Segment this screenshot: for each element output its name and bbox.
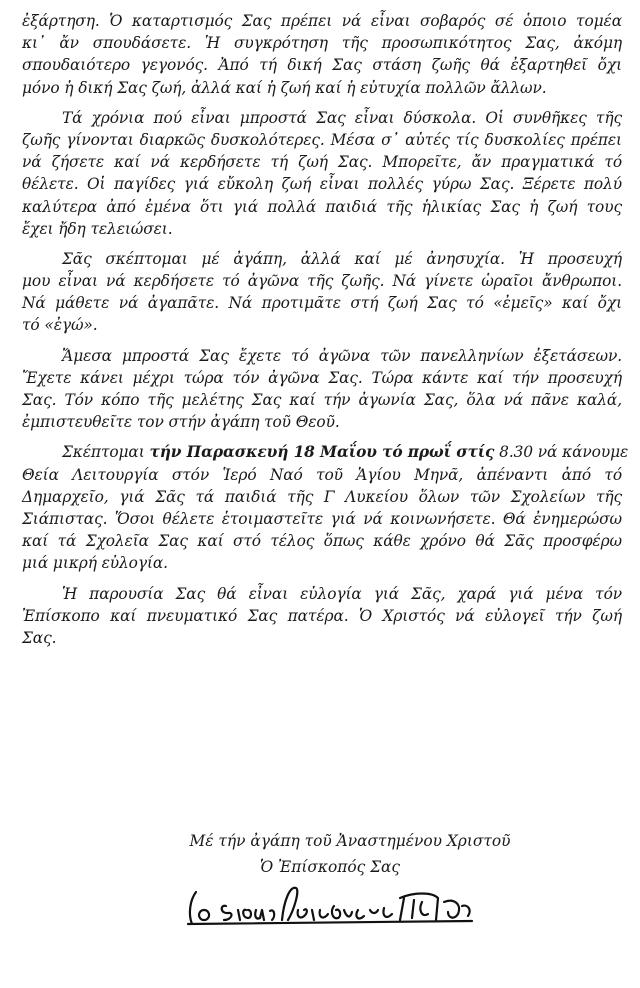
text-line: Σιάπιστας. Ὅσοι θέλετε ἑτοιμαστεῖτε γιά νά κοινωνήσετε. Θά ἐνημερώσω (22, 509, 622, 528)
text-span: 8.30 νά κάνουμε (494, 443, 629, 462)
paragraph (22, 107, 622, 240)
text-line: Ἡ παρουσία Σας θά εἶναι εὐλογία γιά Σᾶς, χαρά γιά μένα τόν (62, 584, 622, 603)
text-line: ἐμπιστευθεῖτε τον στήν ἀγάπη τοῦ Θεοῦ. (22, 413, 340, 432)
bold-date-text: τήν Παρασκευή 18 Μαΐου τό πρωΐ στίς (149, 443, 495, 462)
paragraph (22, 248, 622, 337)
text-line: καλύτερα ἀπό ἐμένα ὅτι γιά πολλά παιδιά τῆς ἡλικίας Σας ἡ ζωή τους (22, 197, 622, 216)
closing-salutation: Μέ τήν ἀγάπη τοῦ Ἀναστημένου Χριστοῦ (189, 832, 511, 850)
text-line: Θεία Λειτουργία στόν Ἱερό Ναό τοῦ Ἁγίου Μηνᾶ, ἀπέναντι ἀπό τό (22, 465, 622, 484)
text-span: Σκέπτομαι (62, 443, 150, 462)
paragraph (22, 583, 622, 650)
text-line: νά ζήσετε καί νά κερδήσετε τή ζωή Σας. Μπορεῖτε, ἄν πραγματικά τό (22, 153, 622, 172)
text-line: Ἄμεσα μπροστά Σας ἔχετε τό ἀγῶνα τῶν πανελληνίων ἐξετάσεων. (62, 346, 622, 365)
text-line: Ἐπίσκοπο καί πνευματικό Σας πατέρα. Ὁ Χριστός νά εὐλογεῖ τήν ζωή (22, 606, 622, 625)
paragraph (22, 10, 622, 99)
text-line: Σᾶς σκέπτομαι μέ ἀγάπη, ἀλλά καί μέ ἀνησυχία. Ἡ προσευχή (62, 249, 622, 268)
letter-body (22, 10, 629, 649)
text-line: μου εἶναι νά κερδήσετε τό ἀγῶνα τῆς ζωῆς. Νά γίνετε ὡραῖοι ἄνθρωποι. (22, 272, 622, 291)
text-line: τό «ἐγώ». (22, 316, 98, 335)
handwritten-signature (186, 880, 476, 936)
text-line: ζωῆς γίνονται διαρκῶς δυσκολότερες. Μέσα σ᾽ αὐτές τίς δυσκολίες πρέπει (22, 130, 622, 149)
text-line: Νά μάθετε νά ἀγαπᾶτε. Νά προτιμᾶτε στή ζωή Σας τό «ἐμεῖς» καί ὄχι (22, 294, 622, 313)
text-line: μόνο ἡ δική Σας ζωή, ἀλλά καί ἡ ζωή καί ἡ εὐτυχία πολλῶν ἄλλων. (22, 78, 547, 97)
closing-sender: Ὁ Ἐπίσκοπός Σας (259, 858, 401, 876)
text-line: Ἔχετε κάνει μέχρι τώρα τόν ἀγῶνα Σας. Τώρα κάντε καί τήν προσευχή (22, 368, 622, 387)
text-line: μιά μικρή εὐλογία. (22, 554, 168, 573)
text-line: κι᾽ ἄν σπουδάσετε. Ἡ συγκρότηση τῆς προσωπικότητος Σας, ἀκόμη (22, 34, 622, 53)
paragraph (22, 441, 629, 574)
text-line (22, 441, 629, 463)
text-line: Δημαρχεῖο, γιά Σᾶς τά παιδιά τῆς Γ Λυκείου ὅλων τῶν Σχολείων τῆς (22, 487, 622, 506)
text-line: σπουδαιότερο γεγονός. Ἀπό τή δική Σας στάση ζωῆς θά ἐξαρτηθεῖ ὄχι (22, 56, 622, 75)
text-line: Σας. (22, 628, 57, 647)
text-line: Τά χρόνια πού εἶναι μπροστά Σας εἶναι δύσκολα. Οἱ συνθῆκες τῆς (62, 108, 622, 127)
text-line: ἐξάρτηση. Ὁ καταρτισμός Σας πρέπει νά εἶναι σοβαρός σέ ὁποιο τομέα (22, 12, 622, 30)
text-line: ἔχει ἤδη τελειώσει. (22, 219, 173, 238)
text-line: θέλετε. Οἱ παγίδες γιά εὔκολη ζωή εἶναι πολλές γύρω Σας. Ξέρετε πολύ (22, 175, 622, 194)
paragraph (22, 345, 622, 434)
text-line: καί τά Σχολεῖα Σας καί στό τέλος ὅπως κάθε χρόνο θά Σᾶς προσφέρω (22, 532, 622, 551)
text-line: Σας. Τόν κόπο τῆς μελέτης Σας καί τήν ἀγωνία Σας, ὅλα νά πᾶνε καλά, (22, 391, 622, 409)
